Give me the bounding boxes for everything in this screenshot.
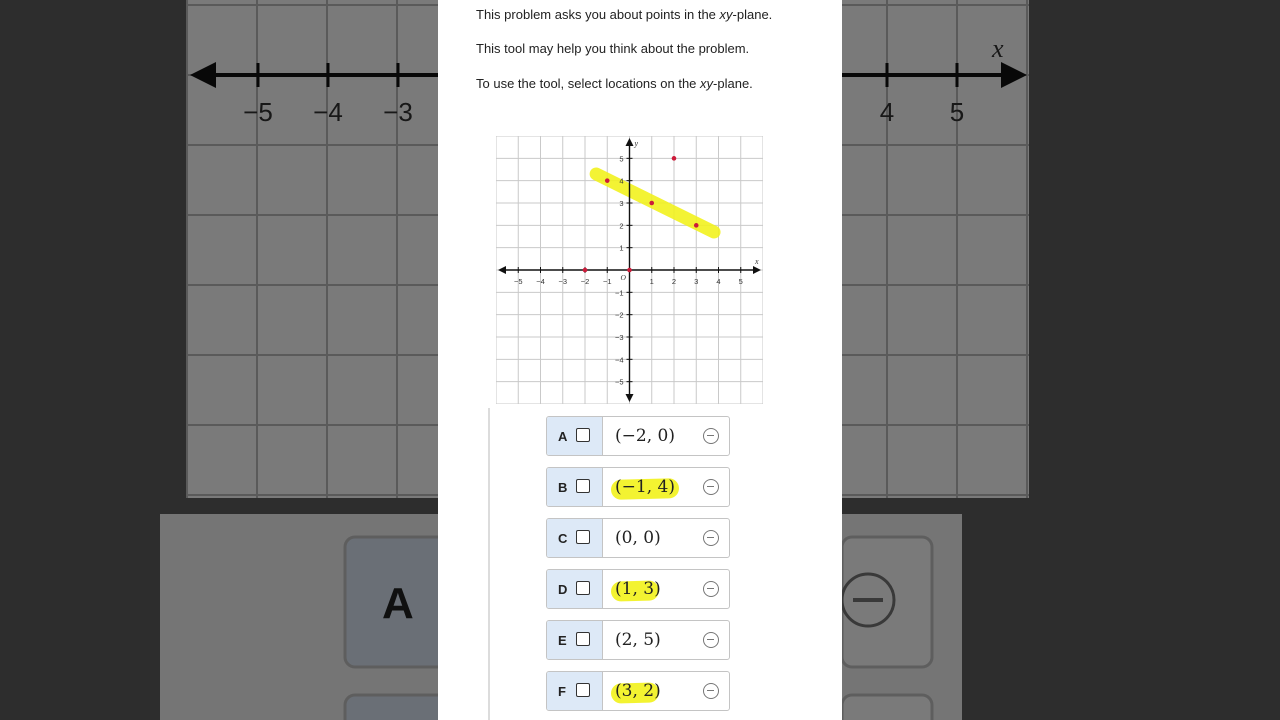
x-tick-label: 3 [694, 277, 699, 286]
xy-plane-tool[interactable] [496, 136, 763, 404]
plotted-point[interactable] [627, 268, 632, 273]
choice-f[interactable] [546, 671, 730, 711]
x-tick-label: −2 [580, 277, 590, 286]
x-tick-label: 2 [671, 277, 677, 286]
choice-checkbox[interactable] [576, 479, 590, 493]
y-tick-label: −3 [614, 333, 624, 342]
choice-letter-cell [547, 468, 603, 506]
choice-letter: C [558, 531, 568, 546]
choice-checkbox[interactable] [576, 632, 590, 646]
y-tick-label: 4 [619, 176, 624, 186]
choice-letter: D [558, 582, 568, 597]
choice-letter-cell [547, 417, 603, 455]
choice-d[interactable] [546, 569, 730, 609]
eliminate-option-icon[interactable] [703, 581, 719, 597]
x-tick-label: −5 [513, 277, 523, 286]
choice-letter: A [558, 429, 568, 444]
choice-checkbox[interactable] [576, 581, 590, 595]
choice-checkbox[interactable] [576, 530, 590, 544]
choice-value: (3, 2) [615, 681, 661, 701]
y-tick-label: −1 [614, 288, 624, 298]
choice-value: (−2, 0) [615, 426, 675, 446]
choice-letter-cell [547, 570, 603, 608]
question-panel [438, 0, 842, 720]
x-tick-label: 4 [716, 277, 721, 286]
y-axis-label: y [634, 139, 639, 148]
x-tick-label: −1 [602, 277, 612, 286]
choice-e[interactable] [546, 620, 730, 660]
choice-letter-cell [547, 519, 603, 557]
choice-letter: E [558, 633, 567, 648]
plotted-point[interactable] [694, 223, 699, 228]
y-tick-label: 2 [619, 221, 624, 231]
y-tick-label: 5 [619, 154, 624, 164]
y-axis-arrow-down [626, 394, 634, 402]
y-axis-arrow-up [626, 138, 634, 146]
y-tick-label: 3 [619, 199, 624, 208]
choice-a[interactable] [546, 416, 730, 456]
eliminate-option-icon[interactable] [703, 683, 719, 699]
xy-plane-graph[interactable] [496, 136, 763, 404]
y-tick-label: −2 [614, 310, 624, 320]
y-tick-label: −4 [614, 355, 624, 365]
instruction-line-1: This problem asks you about points in the xy-plane. [476, 7, 773, 22]
choices-divider [488, 408, 490, 720]
choice-value: (0, 0) [615, 528, 661, 548]
choice-value: (2, 5) [615, 630, 661, 650]
x-tick-label: −4 [536, 277, 545, 286]
x-tick-label: −3 [558, 277, 568, 286]
x-tick-label: 1 [649, 277, 654, 286]
choice-checkbox[interactable] [576, 428, 590, 442]
origin-label: O [620, 273, 626, 282]
eliminate-option-icon[interactable] [703, 530, 719, 546]
instruction-line-2: This tool may help you think about the problem. [476, 41, 750, 56]
choice-letter: F [558, 684, 566, 699]
plotted-point[interactable] [583, 268, 588, 273]
x-tick-label: 5 [738, 277, 743, 286]
x-axis-arrow-left [498, 266, 506, 274]
eliminate-option-icon[interactable] [703, 479, 719, 495]
eliminate-option-icon[interactable] [703, 632, 719, 648]
choice-letter-cell [547, 621, 603, 659]
choice-c[interactable] [546, 518, 730, 558]
choice-checkbox[interactable] [576, 683, 590, 697]
y-tick-label: 1 [619, 243, 624, 253]
choice-letter-cell [547, 672, 603, 710]
y-tick-label: −5 [614, 377, 624, 387]
choice-value: (1, 3) [615, 579, 661, 599]
x-axis-label: x [755, 257, 759, 266]
plotted-point[interactable] [649, 201, 654, 206]
eliminate-option-icon[interactable] [703, 428, 719, 444]
choice-value: (−1, 4) [615, 477, 675, 497]
x-axis-arrow-right [753, 266, 761, 274]
choice-letter: B [558, 480, 568, 495]
plotted-point[interactable] [672, 156, 677, 161]
plotted-point[interactable] [605, 178, 610, 183]
instruction-line-3: To use the tool, select locations on the xy-plane. [476, 76, 753, 91]
choice-b[interactable] [546, 467, 730, 507]
